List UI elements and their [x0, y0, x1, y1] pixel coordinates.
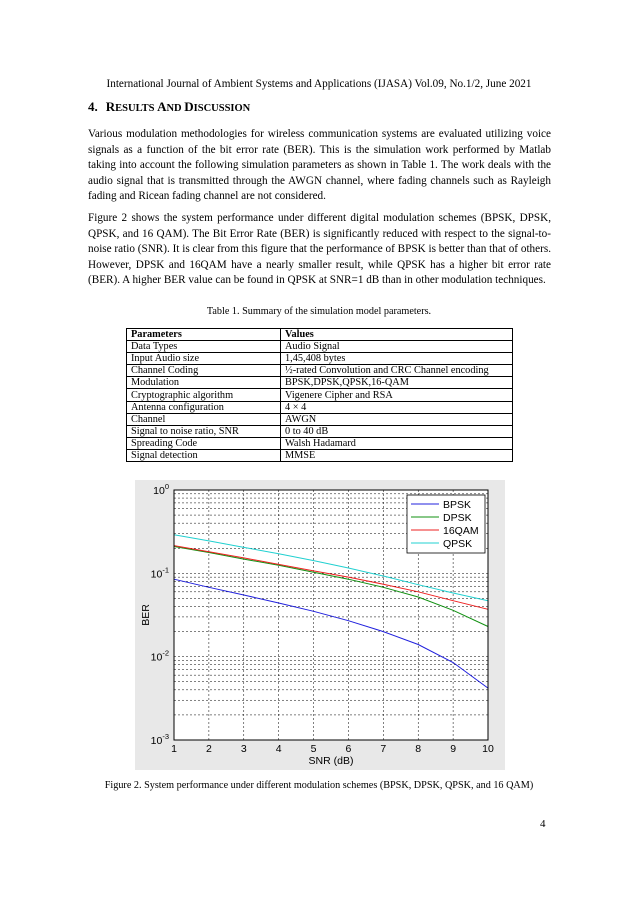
y-axis-label: BER [140, 604, 152, 626]
param-value-cell: AWGN [281, 413, 513, 425]
param-value-cell: 1,45,408 bytes [281, 353, 513, 365]
figure-caption: Figure 2. System performance under different modulation schemes (BPSK, DPSK, QPSK, and 16 QAM) [104, 780, 534, 791]
param-name-cell: Antenna configuration [127, 401, 281, 413]
param-name-cell: Signal to noise ratio, SNR [127, 425, 281, 437]
section-number: 4. [88, 99, 98, 114]
parameters-table [126, 328, 513, 462]
journal-header: International Journal of Ambient Systems and Applications (IJASA) Vol.09, No.1/2, June 2021 [106, 78, 532, 90]
param-name-cell: Spreading Code [127, 437, 281, 449]
x-tick-label: 7 [380, 743, 387, 755]
param-value-cell: Audio Signal [281, 341, 513, 353]
section-heading: 4. RESULTS AND DISCUSSION [88, 99, 251, 114]
x-tick-label: 6 [345, 743, 352, 755]
param-name-cell: Modulation [127, 377, 281, 389]
param-value-cell: Walsh Hadamard [281, 437, 513, 449]
legend-label: 16QAM [443, 525, 479, 537]
param-name-cell: Signal detection [127, 449, 281, 461]
param-value-cell: MMSE [281, 449, 513, 461]
legend-label: DPSK [443, 512, 472, 524]
table-row [127, 377, 513, 389]
y-tick-label: $10^0$ [153, 482, 169, 497]
table-row [127, 341, 513, 353]
param-value-cell: 4 × 4 [281, 401, 513, 413]
param-name-cell: Channel Coding [127, 365, 281, 377]
table-row [127, 365, 513, 377]
x-tick-label: 3 [240, 743, 247, 755]
y-tick-label: $10^{-3}$ [150, 732, 169, 747]
table-row [127, 413, 513, 425]
table-row [127, 389, 513, 401]
x-tick-label: 5 [310, 743, 317, 755]
x-tick-label: 2 [205, 743, 212, 755]
table-header-row [127, 329, 513, 341]
table-row [127, 437, 513, 449]
param-name-cell: Input Audio size [127, 353, 281, 365]
param-value-cell: BPSK,DPSK,QPSK,16-QAM [281, 377, 513, 389]
param-name-cell: Parameters [127, 329, 281, 341]
paragraph-1: Various modulation methodologies for wireless communication systems are evaluated utilizing voice signals as a function of the bit error rate (BER). This is the simulation work performed by Matlab taking into account the following simulation parameters as shown in Table 1. The work deals with the audio signal that is transmitted through the AWGN channel, where fading channels such as Rayleigh fading and Ricean fading channel are not considered. [88, 128, 551, 203]
param-value-cell: Vigenere Cipher and RSA [281, 389, 513, 401]
x-tick-label: 9 [450, 743, 457, 755]
param-name-cell: Data Types [127, 341, 281, 353]
x-axis-label: SNR (dB) [308, 755, 354, 767]
table-row [127, 449, 513, 461]
x-tick-label: 10 [482, 743, 494, 755]
x-tick-label: 1 [171, 743, 177, 755]
x-tick-label: 8 [415, 743, 422, 755]
table-caption: Table 1. Summary of the simulation model parameters. [206, 306, 432, 317]
table-row [127, 401, 513, 413]
param-name-cell: Cryptographic algorithm [127, 389, 281, 401]
table-row [127, 353, 513, 365]
param-value-cell: ½-rated Convolution and CRC Channel encoding [281, 365, 513, 377]
y-tick-label: $10^{-2}$ [150, 648, 169, 664]
page-number: 4 [540, 818, 546, 830]
legend-label: QPSK [443, 538, 473, 550]
param-name-cell: Channel [127, 413, 281, 425]
table-row [127, 425, 513, 437]
paragraph-2: Figure 2 shows the system performance under different digital modulation schemes (BPSK, DPSK, QPSK, and 16 QAM). The Bit Error Rate (BER) is significantly reduced with respect to the signal-to-noise ratio (SNR). It is clear from this figure that the performance of BPSK is better than that of others. However, DPSK and 16QAM have a nearly smaller result, while QPSK has a higher bit error rate (BER). A higher BER value can be found in QPSK at SNR=1 dB than in other modulation techniques. [88, 212, 551, 287]
param-value-cell: Values [281, 329, 513, 341]
legend-label: BPSK [443, 499, 472, 511]
x-tick-label: 4 [275, 743, 282, 755]
y-tick-label: $10^{-1}$ [150, 565, 169, 581]
param-value-cell: 0 to 40 dB [281, 425, 513, 437]
ber-chart [135, 480, 505, 770]
legend [407, 495, 485, 553]
